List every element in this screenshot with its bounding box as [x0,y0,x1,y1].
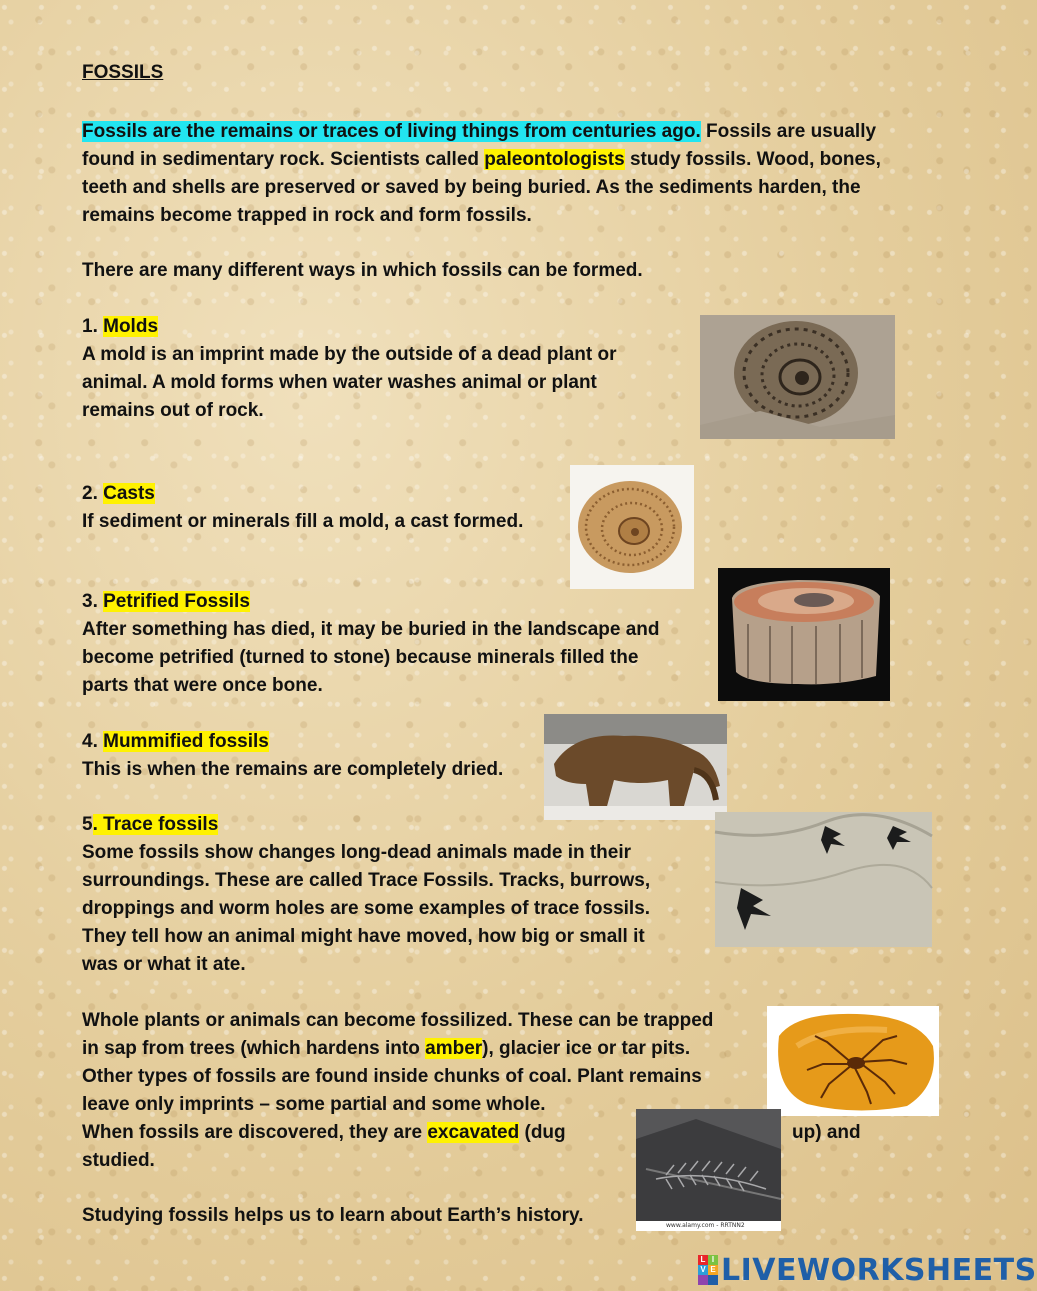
molds-line: A mold is an imprint made by the outside of a dead plant or [82,344,617,365]
intro-line-1-rest: Fossils are usually [700,121,877,142]
trace-line: droppings and worm holes are some examples of trace fossils. [82,898,651,919]
mummified-mammoth-image [544,714,727,820]
section-molds-heading [82,313,158,341]
excavated-highlight: excavated [427,1122,520,1143]
intro-line-2-post: study fossils. Wood, bones, [624,149,881,170]
paleontologists-highlight: paleontologists [484,149,625,170]
badge-letter [708,1275,718,1285]
trace-line: surroundings. These are called Trace Fossils. Tracks, burrows, [82,870,651,891]
mold-ammonite-image [700,315,895,439]
closing-sentence: Studying fossils helps us to learn about Earth’s history. [82,1205,584,1226]
whole-line-6: studied. [82,1150,155,1171]
image-credit: www.alamy.com - RRTNN2 [666,1222,745,1229]
liveworksheets-logo [698,1252,1037,1288]
section-name: Molds [103,316,159,337]
petrified-line: parts that were once bone. [82,675,323,696]
whole-line-5-pre: When fossils are discovered, they are [82,1122,428,1143]
trace-line: Some fossils show changes long-dead animals made in their [82,842,632,863]
amber-spider-image [767,1006,939,1116]
cast-ammonite-image [570,465,694,589]
molds-line: animal. A mold forms when water washes animal or plant [82,372,597,393]
whole-line-2 [82,1035,690,1063]
whole-line-1: Whole plants or animals can become fossilized. These can be trapped [82,1010,714,1031]
section-casts-heading [82,480,155,508]
section-name: Mummified fossils [103,731,269,752]
section-number: 1. [82,316,104,337]
molds-line: remains out of rock. [82,400,264,421]
whole-line-5 [82,1119,566,1147]
fern-fossil-image [636,1109,781,1231]
ways-sentence: There are many different ways in which fossils can be formed. [82,260,643,281]
casts-line: If sediment or minerals fill a mold, a cast formed. [82,511,524,532]
trace-line: was or what it ate. [82,954,246,975]
intro-highlight: Fossils are the remains or traces of living things from centuries ago. [82,121,701,142]
section-mummified-heading [82,728,269,756]
badge-letter [698,1275,708,1285]
trace-line: They tell how an animal might have moved, how big or small it [82,926,645,947]
section-number: 5 [82,814,93,835]
section-name: Petrified Fossils [103,591,250,612]
logo-text: LIVEWORKSHEETS [721,1252,1037,1288]
intro-line-4: remains become trapped in rock and form fossils. [82,205,532,226]
logo-badge-icon [698,1255,718,1285]
badge-letter: L [698,1255,708,1265]
badge-letter: I [708,1255,718,1265]
section-name: . Trace fossils [92,814,219,835]
intro-line-2-pre: found in sedimentary rock. Scientists called [82,149,485,170]
petrified-line: become petrified (turned to stone) because minerals filled the [82,647,639,668]
section-name: Casts [103,483,155,504]
intro-line-1 [82,118,876,146]
mummified-line: This is when the remains are completely dried. [82,759,504,780]
section-trace-heading [82,811,218,839]
section-number: 3. [82,591,104,612]
whole-line-4: leave only imprints – some partial and some whole. [82,1094,546,1115]
petrified-wood-image [718,568,890,701]
whole-line-2-pre: in sap from trees (which hardens into [82,1038,426,1059]
amber-highlight: amber [425,1038,483,1059]
section-number: 2. [82,483,104,504]
section-petrified-heading [82,588,250,616]
whole-line-3: Other types of fossils are found inside chunks of coal. Plant remains [82,1066,702,1087]
section-number: 4. [82,731,104,752]
intro-line-2 [82,146,881,174]
petrified-line: After something has died, it may be buried in the landscape and [82,619,660,640]
whole-line-5-end: up) and [792,1122,861,1143]
intro-line-3: teeth and shells are preserved or saved by being buried. As the sediments harden, the [82,177,861,198]
badge-letter: V [698,1265,708,1275]
whole-line-2-post: ), glacier ice or tar pits. [482,1038,691,1059]
dinosaur-tracks-image [715,812,932,947]
page-title: FOSSILS [82,62,164,83]
badge-letter: E [708,1265,718,1275]
whole-line-5-post: (dug [519,1122,566,1143]
